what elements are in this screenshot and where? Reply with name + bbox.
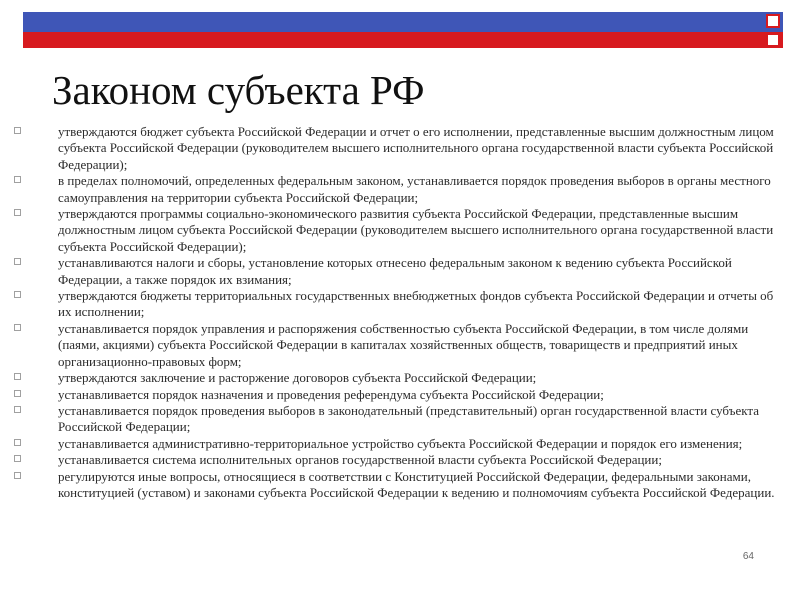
square-bullet-icon — [14, 439, 21, 446]
square-bullet-icon — [14, 406, 21, 413]
list-item — [14, 469, 784, 502]
list-item-text: утверждаются бюджеты территориальных государственных внебюджетных фондов субъекта Российской Федерации и отчеты об их исполнении; — [58, 288, 774, 320]
bullet-list — [14, 124, 784, 501]
list-item-text: в пределах полномочий, определенных федеральным законом, устанавливается порядок проведения выборов в органы местного самоуправления на территории субъекта Российской Федерации; — [58, 173, 771, 205]
header-band-red — [23, 32, 783, 48]
list-item-text: устанавливаются налоги и сборы, установление которых отнесено федеральным законом к ведению субъекта Российской Федерации, а также порядок их взимания; — [58, 255, 732, 287]
header-band-blue — [23, 12, 783, 32]
list-item-text: устанавливается порядок назначения и проведения референдума субъекта Российской Федерации; — [58, 386, 604, 402]
list-item — [14, 387, 784, 403]
list-item-text: утверждаются бюджет субъекта Российской Федерации и отчет о его исполнении, представленные высшим должностным лицом субъекта Российской Федерации (руководителем высшего исполнительного органа государственной власти субъекта Российской Федерации); — [58, 124, 774, 172]
list-item-text: утверждаются заключение и расторжение договоров субъекта Российской Федерации; — [58, 370, 537, 386]
list-item — [14, 124, 784, 173]
square-bullet-icon — [14, 324, 21, 331]
list-item — [14, 436, 784, 452]
list-item-text: утверждаются программы социально-экономического развития субъекта Российской Федерации, представленные высшим должностным лицом субъекта Российской Федерации (руководителем высшего исполнительного органа государственной власти субъекта Российской Федерации); — [58, 206, 774, 254]
list-item-text: регулируются иные вопросы, относящиеся в соответствии с Конституцией Российской Федерации, федеральными законами, конституцией (уставом) и законами субъекта Российской Федерации к ведению и полномочиям субъекта Российской Федерации. — [58, 468, 775, 500]
square-bullet-icon — [14, 455, 21, 462]
page-number: 64 — [742, 551, 754, 562]
corner-square-bottom — [766, 33, 780, 47]
square-bullet-icon — [14, 291, 21, 298]
list-item — [14, 255, 784, 288]
list-item — [14, 452, 784, 468]
square-bullet-icon — [14, 209, 21, 216]
list-item — [14, 288, 784, 321]
square-bullet-icon — [14, 127, 21, 134]
list-item-text: устанавливается порядок управления и распоряжения собственностью субъекта Российской Федерации, в том числе долями (паями, акциями) субъекта Российской Федерации в капиталах хозяйственных обществ, товариществ и предприятий иных организационно-правовых форм; — [58, 320, 749, 369]
square-bullet-icon — [14, 258, 21, 265]
list-item — [14, 173, 784, 206]
square-bullet-icon — [14, 390, 21, 397]
square-bullet-icon — [14, 176, 21, 183]
list-item-text: устанавливается порядок проведения выборов в законодательный (представительный) орган государственной власти субъекта Российской Федерации; — [58, 402, 759, 435]
square-bullet-icon — [14, 472, 21, 479]
square-bullet-icon — [14, 373, 21, 380]
list-item-text: устанавливается система исполнительных органов государственной власти субъекта Российской Федерации; — [58, 452, 662, 468]
corner-square-top — [766, 14, 780, 28]
list-item — [14, 370, 784, 386]
list-item — [14, 403, 784, 436]
list-item — [14, 206, 784, 255]
list-item — [14, 321, 784, 370]
slide-title: Законом субъекта РФ — [52, 67, 425, 113]
list-item-text: устанавливается административно-территориальное устройство субъекта Российской Федерации и порядок его изменения; — [58, 435, 743, 451]
